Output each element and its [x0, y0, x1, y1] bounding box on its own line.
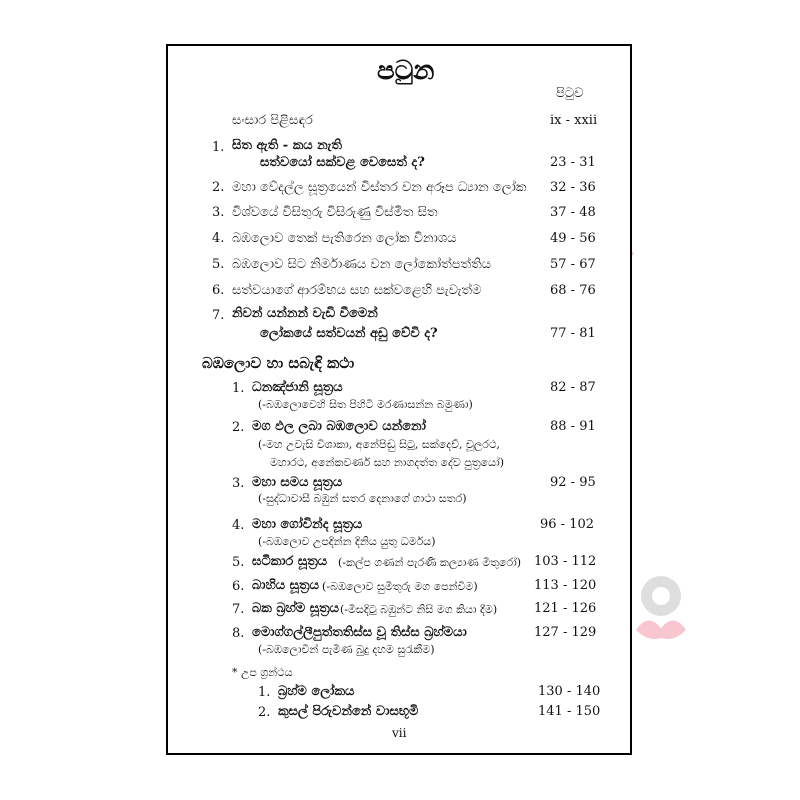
entry-number: 5. — [212, 257, 225, 272]
entry-pages: 127 - 129 — [534, 625, 597, 640]
entry-pages: 113 - 120 — [534, 578, 597, 593]
entry-number: 1. — [212, 140, 225, 155]
entry-title: බඹලොව තෙක් පැතිරෙන ලෝක විනාශය — [232, 231, 457, 246]
entry-title: කුසල් පිරුවන්නේ වාසභූමි — [278, 704, 419, 719]
entry-number: 7. — [212, 308, 225, 323]
entry-pages: 77 - 81 — [550, 326, 596, 341]
entry-pages: 92 - 95 — [550, 475, 596, 490]
entry-title: බඹලොව සිට නිර්මාණය වන ලෝකෝත්පත්තිය — [232, 257, 491, 272]
entry-title: මහා වේදල්ල සූත්‍රයෙන් විස්තර වන අරූප ධ්‍යාන ලෝක — [232, 180, 527, 195]
entry-title: සත්වයාගේ ආරම්භය සහ සක්වළෙහි පැවැත්ම — [232, 283, 482, 298]
entry-title: බ්‍රහ්ම ලෝකය — [278, 684, 355, 699]
entry-pages: 121 - 126 — [534, 601, 597, 616]
entry-pages: 96 - 102 — [540, 517, 595, 532]
entry-title: සිත ඇති - කය නැති — [232, 138, 342, 153]
entry-title: බක බ්‍රහ්ම සූත්‍රය — [252, 601, 340, 616]
entry-number: 2. — [232, 420, 245, 435]
entry-pages: 57 - 67 — [550, 257, 596, 272]
appendix-heading: * උප ග්‍රන්ථය — [232, 666, 293, 679]
entry-number: 6. — [212, 283, 225, 298]
entry-pages: 68 - 76 — [550, 283, 596, 298]
entry-note: (-මිසදිටු බඹුන්ට නිසි මග කියා දීම) — [340, 603, 498, 616]
entry-title: මග ඵල ලබා බඹලොව යන්නෝ — [252, 419, 426, 434]
entry-title-line2: ලෝකයේ සත්වයන් අඩු වේවි ද? — [260, 326, 438, 341]
page-number: vii — [392, 726, 407, 740]
entry-pages: 82 - 87 — [550, 380, 596, 395]
page-title: පටුන — [377, 56, 435, 86]
entry-number: 7. — [232, 602, 245, 617]
entry-note: (-සුද්ධාවාසී බඹුන් සතර දෙනාගේ ගාථා සතර) — [258, 492, 467, 505]
entry-pages: 130 - 140 — [538, 684, 601, 699]
entry-number: 5. — [232, 555, 245, 570]
entry-number: 4. — [212, 231, 225, 246]
entry-number: 8. — [232, 626, 245, 641]
entry-title: මහා ගෝවින්ද සූත්‍රය — [252, 517, 363, 532]
entry-note: (-බඹලොවෙහි සිත පිහිටි මරණාසන්න බමුණා) — [258, 398, 473, 411]
entry-note: (-බඹලොවින් පැමිණ බුදු දහම සුරැකීම) — [258, 643, 435, 656]
entry-pages: 32 - 36 — [550, 180, 596, 195]
entry-note: (-මහ උවැසි විශාකා, අනේපිඬු සිටු, සක්දෙව්, චූලරථ, — [258, 438, 500, 451]
entry-pages: 103 - 112 — [534, 554, 597, 569]
entry-title: ඝටීකාර සූත්‍රය — [252, 554, 328, 569]
entry-number: 1. — [258, 685, 271, 700]
entry-number: 3. — [232, 476, 245, 491]
entry-note-line2: මහාරථ, අනේකවර්ණ සහ නාගදත්ත දේව පුත්‍රයෝ) — [270, 456, 504, 469]
entry-pages: 37 - 48 — [550, 205, 596, 220]
watermark-icon — [630, 572, 692, 644]
entry-note: (-බඹලොව සුමිතුරු මග පෙන්වීම) — [322, 580, 478, 593]
intro-title: සංසාර පිළිසඳර — [232, 113, 313, 128]
entry-title: මහා සමය සූත්‍රය — [252, 475, 343, 490]
section-heading: බඹලොව හා සබැඳි කථා — [202, 354, 355, 372]
entry-number: 2. — [212, 180, 225, 195]
entry-title: විශ්වයේ විසිතුරු විසිරුණු විස්මිත සිත — [232, 205, 438, 220]
entry-number: 6. — [232, 579, 245, 594]
entry-title: මොග්ගල්ලීපුත්තතිස්ස වූ තිස්ස බ්‍රහ්මයා — [252, 625, 467, 640]
entry-number: 3. — [212, 205, 225, 220]
entry-pages: 141 - 150 — [538, 704, 601, 719]
entry-pages: 23 - 31 — [550, 155, 596, 170]
page-column-header: පිටුව — [556, 86, 584, 101]
entry-title-line2: සත්වයෝ සක්වළ වෙසෙත් ද? — [260, 155, 425, 170]
entry-number: 4. — [232, 518, 245, 533]
entry-number: 1. — [232, 381, 245, 396]
entry-note: (-කල්ප ගණන් පැරණි කල්‍යාණ මිතුරෝ) — [338, 556, 522, 569]
intro-pages: ix - xxii — [550, 113, 598, 128]
entry-title: නිවන් යන්නන් වැඩි වීමෙන් — [232, 306, 378, 321]
entry-title: ධනඤ්ජානි සූත්‍රය — [252, 380, 343, 395]
entry-note: (-බඹලොව උපදින්න දිනිය යුතු ධර්මය) — [258, 535, 436, 548]
entry-number: 2. — [258, 705, 271, 720]
entry-title: බාහිය සූත්‍රය — [252, 578, 319, 593]
entry-pages: 88 - 91 — [550, 419, 596, 434]
entry-pages: 49 - 56 — [550, 231, 596, 246]
